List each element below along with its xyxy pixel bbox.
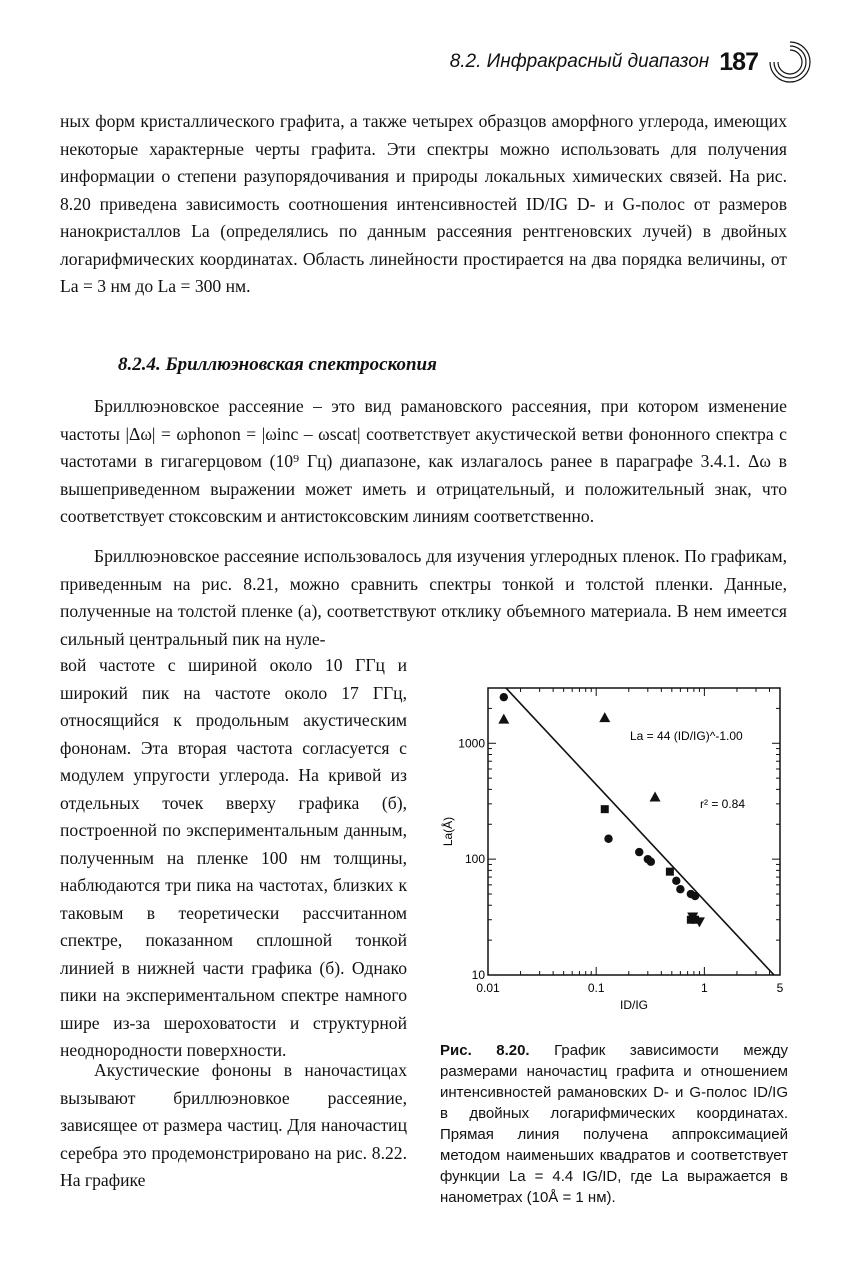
data-point-circle — [500, 693, 508, 701]
paragraph-3-continued: вой частоте с шириной около 10 ГГц и широкий пик на частоте около 17 ГГц, относящийся к продольным акустическим фононам. Эта вторая частота согласуется с модулем упругости углерода. На кривой из отдельных точек вверху графика (б), построенной по экспериментальным данным, полученным на пленке 100 нм толщины, наблюдаются три пика на частотах, близких к таковым в теоретически рассчитанном спектре, показанном сплошной тонкой линией в нижней части графика (б). Однако пики на экспериментальном спектре намного шире из-за шероховатости и структурной неоднородности поверхности. — [60, 655, 407, 1060]
paragraph-1: ных форм кристаллического графита, а также четырех образцов аморфного углерода, имеющих некоторые характерные черты графита. Эти спектры можно использовать для получения информации о степени разупорядочивания и природы локальных химических связей. На рис. 8.20 приведена зависимость соотношения интенсивностей ID/IG D- и G-полос от размеров нанокристаллов La (определялись по данным рассеяния рентгеновских лучей) в двойных логарифмических координатах. Область линейности простирается на два порядка величины, от La = 3 нм до La = 300 нм. — [60, 111, 787, 296]
paragraph-3: Бриллюэновское рассеяние использовалось для изучения углеродных пленок. По графикам, приведенным на рис. 8.21, можно сравнить спектры тонкой и толстой пленки. Данные, полученные на толстой пленке (а), соответствуют отклику объемного материала. В нем имеется сильный центральный пик на нуле- — [60, 546, 787, 649]
figure-8-20-chart — [420, 670, 800, 1030]
x-tick-label: 1 — [701, 981, 708, 995]
equation-annotation: La = 44 (ID/IG)^-1.00 — [630, 729, 743, 743]
data-point-square — [666, 868, 674, 876]
y-tick-label: 100 — [464, 852, 485, 867]
data-point-triangle-up — [599, 712, 610, 722]
fit-line — [471, 670, 780, 981]
r-squared-annotation: r² = 0.84 — [700, 797, 746, 811]
page-header — [450, 40, 812, 84]
y-tick-label: 10 — [471, 968, 485, 982]
data-point-circle — [635, 848, 643, 856]
data-point-circle — [647, 858, 655, 866]
spiral-decoration-icon — [768, 40, 812, 84]
data-point-circle — [672, 877, 680, 885]
caption-label: Рис. 8.20. — [440, 1042, 530, 1059]
data-point-circle — [691, 892, 699, 900]
caption-text: График зависимости между размерами наночастиц графита и отношением интенсивностей рамановских D- и G-полос ID/IG в двойных логарифмических координатах. Прямая линия получена аппроксимацией методом наименьших квадратов и соответствует функции La = 4.4 IG/ID, где La выражается в нанометрах (10Å = 1 нм). — [440, 1042, 789, 1206]
x-tick-label: 0.01 — [476, 981, 500, 995]
data-point-square — [601, 805, 609, 813]
data-point-circle — [676, 885, 684, 893]
running-title: 8.2. Инфракрасный диапазон — [449, 51, 710, 72]
section-title: 8.2.4. Бриллюэновская спектроскопия — [118, 354, 437, 375]
x-tick-label: 5 — [776, 981, 784, 995]
data-point-triangle-up — [498, 714, 509, 724]
y-tick-label: 1000 — [458, 736, 485, 751]
paragraph-2: Бриллюэновское рассеяние – это вид рамановского рассеяния, при котором изменение частоты |Δω| = ωphonon = |ωinc – ωscat| соответствует акустической ветви фононного спектра с частотами в гигагерцовом (10⁹ Гц) диапазоне, как излагалось ранее в параграфе 3.4.1. Δω в вышеприведенном выражении может иметь и отрицательный, и положительный знак, что соответствует стоксовским и антистоксовским линиям соответственно. — [60, 396, 787, 526]
y-axis-label: La(Å) — [441, 816, 455, 847]
paragraph-4: Акустические фононы в наночастицах вызывают бриллюэновкое рассеяние, зависящее от размера частиц. Для наночастиц серебра это продемонстрировано на рис. 8.22. На графике — [60, 1060, 407, 1190]
data-point-triangle-up — [650, 792, 661, 802]
x-tick-label: 0.1 — [587, 981, 605, 995]
data-point-circle — [604, 835, 612, 843]
figure-caption — [440, 1040, 788, 1208]
page-number: 187 — [719, 47, 758, 76]
x-axis-label: ID/IG — [619, 998, 649, 1012]
